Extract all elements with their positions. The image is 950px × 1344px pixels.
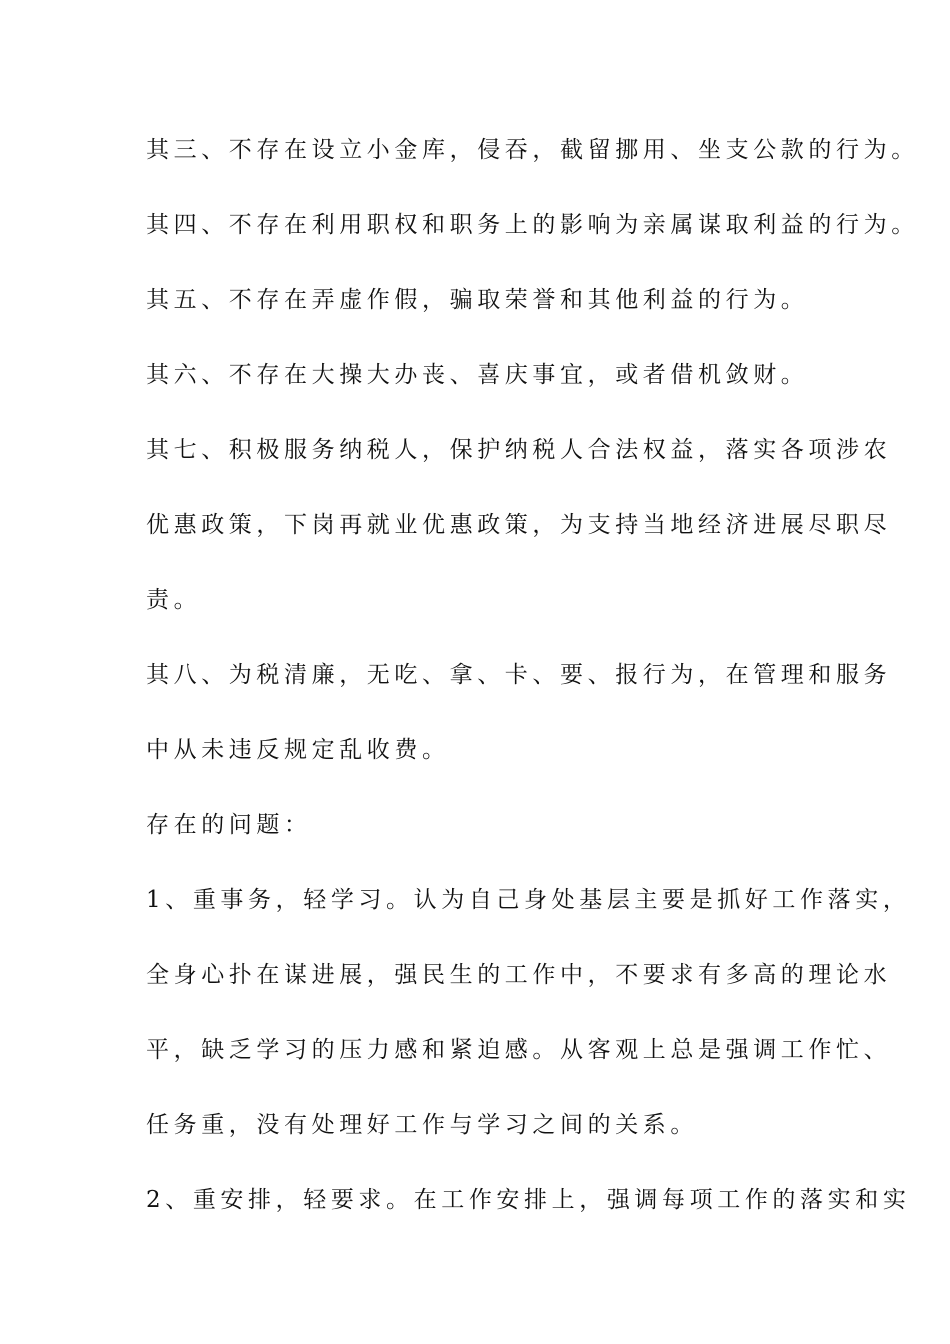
text-line-9: 中从未违反规定乱收费。 [146,737,450,763]
text-line-1: 其三、不存在设立小金库，侵吞，截留挪用、坐支公款的行为。 [146,137,919,163]
text-line-8: 其八、为税清廉，无吃、拿、卡、要、报行为，在管理和服务 [146,662,892,688]
text-line-3: 其五、不存在弄虚作假，骗取荣誉和其他利益的行为。 [146,287,809,313]
text-line-13: 平，缺乏学习的压力感和紧迫感。从客观上总是强调工作忙、 [146,1037,892,1063]
text-line-7: 责。 [146,587,202,613]
text-line-12: 全身心扑在谋进展，强民生的工作中，不要求有多高的理论水 [146,962,892,988]
text-line-10: 存在的问题： [146,812,312,838]
text-line-14: 任务重，没有处理好工作与学习之间的关系。 [146,1112,698,1138]
text-line-4: 其六、不存在大操大办丧、喜庆事宜，或者借机敛财。 [146,362,809,388]
text-line-15: 2、重安排，轻要求。在工作安排上，强调每项工作的落实和实 [146,1187,911,1213]
text-line-2: 其四、不存在利用职权和职务上的影响为亲属谋取利益的行为。 [146,212,919,238]
text-line-11: 1、重事务，轻学习。认为自己身处基层主要是抓好工作落实， [146,887,911,913]
text-line-6: 优惠政策，下岗再就业优惠政策，为支持当地经济进展尽职尽 [146,512,892,538]
text-line-5: 其七、积极服务纳税人，保护纳税人合法权益，落实各项涉农 [146,437,892,463]
